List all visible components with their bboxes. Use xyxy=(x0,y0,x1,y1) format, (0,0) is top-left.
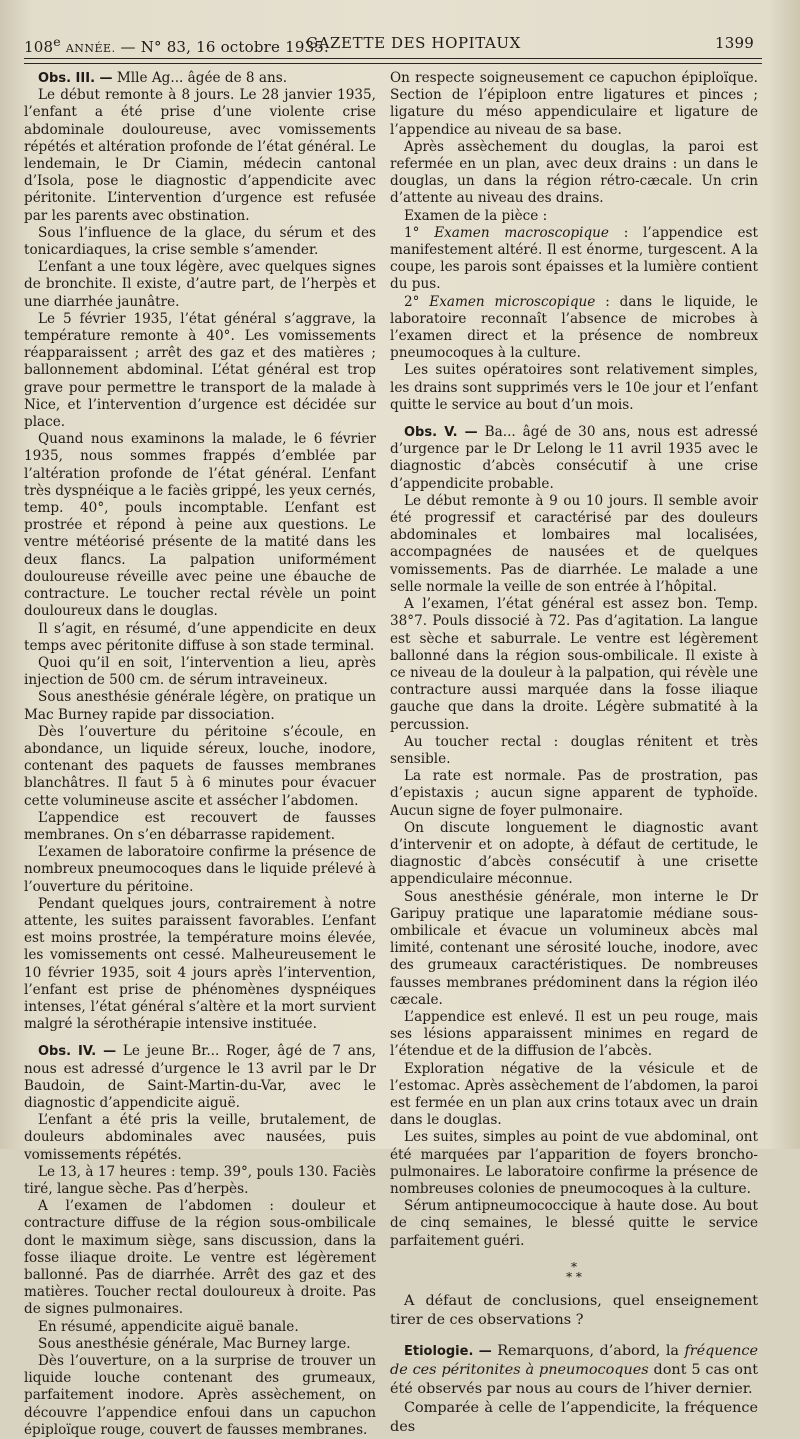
paragraph: Sous anesthésie générale, mon interne le Dr Garipuy pratique une laparatomie médiane sous-ombilicale et évacue un volumineux abcès mal limité, contenant une sérosité louche, inodore, avec des grumeaux caractéristiques. De nombreuses fausses membranes prédominent dans la région iléo cæcale. xyxy=(390,888,758,1008)
paragraph: Examen de la pièce : xyxy=(404,207,548,224)
paragraph: Pendant quelques jours, contrairement à notre attente, les suites paraissent favorables. L’enfant est moins prostrée, la température moins élevée, les vomissements ont cessé. Malheureusement le 10 février 1935, soit 4 jours après l’intervention, l’enfant est prise de phénomènes dyspnéiques intenses, l’état général s’altère et la mort survient malgré la sérothérapie intensive instituée. xyxy=(24,895,376,1033)
issue-date: — N° 83, 16 octobre 1935. xyxy=(120,38,330,56)
paragraph: L’examen de laboratoire confirme la présence de nombreux pneumocoques dans le liquide prélevé à l’ouverture du péritoine. xyxy=(24,844,376,895)
paragraph: L’enfant a une toux légère, avec quelques signes de bronchite. Il existe, d’autre part, de l’herpès et une diarrhée jaunâtre. xyxy=(24,259,376,310)
paragraph: A l’examen, l’état général est assez bon. Temp. 38°7. Pouls dissocié à 72. Pas d’agitation. La langue est sèche et saburrale. Le ventre est légèrement ballonné dans la région sous-ombilicale. Il existe à ce niveau de la douleur à la palpation, qui révèle une contracture aussi marquée dans la fosse iliaque gauche que dans la droite. Légère submatité à la percussion. xyxy=(390,596,758,733)
paragraph: Les suites, simples au point de vue abdominal, ont été marquées par l’apparition de foyers broncho-pulmonaires. Le laboratoire confirme la présence de nombreuses colonies de pneumocoques à la culture. xyxy=(390,1129,758,1197)
paragraph-text: Ba... âgé de 30 ans, nous est adressé d’urgence par le Dr Lelong le 11 avril 1935 avec le diagnostic d’abcès consécutif à une crise d’appendicite probable. xyxy=(390,424,758,492)
italic-term: Examen microscopique xyxy=(429,293,596,310)
observation-label: Obs. III. — xyxy=(38,71,113,86)
divider-star-bottom: * * xyxy=(566,1269,582,1284)
paragraph-text: : dans le liquide, le laboratoire reconnaît l’absence de microbes à l’examen direct et la présence de nombreux pneumocoques à la culture. xyxy=(390,293,758,362)
paragraph: L’appendice est recouvert de fausses membranes. On s’en débarrasse rapidement. xyxy=(24,809,376,843)
paragraph-text: Mlle Ag... âgée de 8 ans. xyxy=(112,70,288,86)
paragraph: Sous l’influence de la glace, du sérum et des tonicardiaques, la crise semble s’amender. xyxy=(24,224,376,259)
paragraph xyxy=(390,294,758,363)
paragraph: Après assèchement du douglas, la paroi est refermée en un plan, avec deux drains : un dans le douglas, un dans la région rétro-cæcale. Un crin d’attente au niveau des drains. xyxy=(390,138,758,207)
paragraph: Le 13, à 17 heures : temp. 39°, pouls 130. Faciès tiré, langue sèche. Pas d’herpès. xyxy=(24,1163,376,1197)
paragraph-text: dont 5 cas ont été observés par nous au cours de l’hiver dernier. xyxy=(390,1361,758,1397)
paragraph-text: : l’appendice est manifestement altéré. Il est énorme, turgescent. A la coupe, les parois sont épaisses et la lumière contient du pus. xyxy=(390,224,758,293)
paragraph xyxy=(24,70,376,87)
paragraph xyxy=(24,1043,376,1112)
paragraph: Comparée à celle de l’appendicite, la fréquence des xyxy=(390,1399,758,1435)
paragraph: Dès l’ouverture, on a la surprise de trouver un liquide louche contenant des grumeaux, parfaitement inodore. Après assèchement, on découvre l’appendice enfoui dans un capuchon épiploïque rouge, couvert de fausses membranes. xyxy=(24,1353,376,1438)
paragraph xyxy=(390,1342,758,1399)
journal-title: GAZETTE DES HOPITAUX xyxy=(306,34,521,52)
paragraph: Exploration négative de la vésicule et de l’estomac. Après assèchement de l’abdomen, la paroi est fermée en un plan aux crins totaux avec un drain dans le douglas. xyxy=(390,1060,758,1129)
left-column xyxy=(24,70,376,1439)
paragraph: Le début remonte à 8 jours. Le 28 janvier 1935, l’enfant a été prise d’une violente crise abdominale douloureuse, avec vomissements répétés et altération profonde de l’état général. Le lendemain, le Dr Ciamin, médecin cantonal d’Isola, pose le diagnostic d’appendicite avec péritonite. L’intervention d’urgence est refusée par les parents avec obstination. xyxy=(24,87,376,224)
right-column xyxy=(390,70,758,1437)
italic-term: Examen macroscopique xyxy=(434,224,609,241)
observation-label: Obs. V. — xyxy=(404,425,478,441)
paragraph: En résumé, appendicite aiguë banale. xyxy=(38,1318,299,1335)
paragraph xyxy=(390,225,758,294)
page-number: 1399 xyxy=(715,34,754,52)
paragraph: A l’examen de l’abdomen : douleur et contracture diffuse de la région sous-ombilicale dont le maximum siège, sans discussion, dans la fosse iliaque droite. Le ventre est légèrement ballonné. Pas de diarrhée. Arrêt des gaz et des matières. Toucher rectal douloureux à droite. Pas de signes pulmonaires. xyxy=(24,1198,376,1318)
header-rule-thin xyxy=(24,63,762,64)
header-rule-thick xyxy=(24,58,762,59)
paragraph: Au toucher rectal : douglas rénitent et très sensible. xyxy=(390,733,758,767)
paragraph: Il s’agit, en résumé, d’une appendicite en deux temps avec péritonite diffuse à son stade terminal. xyxy=(24,620,376,654)
section-divider xyxy=(390,1259,758,1284)
section-question: A défaut de conclusions, quel enseignement tirer de ces observations ? xyxy=(390,1292,758,1328)
paragraph: Sous anesthésie générale légère, on pratique un Mac Burney rapide par dissociation. xyxy=(24,689,376,723)
paragraph: On discute longuement le diagnostic avant d’intervenir et on adopte, à défaut de certitude, le diagnostic d’abcès consécutif à une crisette appendiculaire méconnue. xyxy=(390,819,758,888)
paragraph-text: Remarquons, d’abord, la xyxy=(491,1342,685,1359)
paragraph: Les suites opératoires sont relativement simples, les drains sont supprimés vers le 10e jour et l’enfant quitte le service au bout d’un mois. xyxy=(390,362,758,413)
paragraph: Sous anesthésie générale, Mac Burney large. xyxy=(38,1335,351,1352)
paragraph: Dès l’ouverture du péritoine s’écoule, en abondance, un liquide séreux, louche, inodore, contenant des paquets de fausses membranes blanchâtres. Il faut 5 à 6 minutes pour évacuer cette volumineuse ascite et assécher l’abdomen. xyxy=(24,723,376,809)
paragraph: Quoi qu’il en soit, l’intervention a lieu, après injection de 500 cm. de sérum intraveineux. xyxy=(24,654,376,689)
paragraph: On respecte soigneusement ce capuchon épiploïque. Section de l’épiploon entre ligatures et pinces ; ligature du méso appendiculaire et ligature de l’appendice au niveau de sa base. xyxy=(390,70,758,138)
paragraph: Le 5 février 1935, l’état général s’aggrave, la température remonte à 40°. Les vomissements réapparaissent ; arrêt des gaz et des matières ; ballonnement abdominal. L’état général est trop grave pour permettre le transport de la malade à Nice, et l’intervention d’urgence est décidée sur place. xyxy=(24,310,376,431)
paragraph: L’appendice est enlevé. Il est un peu rouge, mais ses lésions apparaissent minimes en regard de l’étendue et de la diffusion de l’abcès. xyxy=(390,1008,758,1060)
list-number: 2° xyxy=(404,293,430,310)
section-heading: Etiologie. — xyxy=(404,1343,492,1359)
paragraph: Le début remonte à 9 ou 10 jours. Il semble avoir été progressif et caractérisé par des douleurs abdominales et lombaires mal localisées, accompagnées de nausées et de quelques vomissements. Pas de diarrhée. Le malade a une selle normale la veille de son entrée à l’hôpital. xyxy=(390,492,758,595)
paragraph: L’enfant a été pris la veille, brutalement, de douleurs abdominales avec nausées, puis vomissements répétés. xyxy=(24,1112,376,1163)
paragraph: Quand nous examinons la malade, le 6 février 1935, nous sommes frappés d’emblée par l’altération profonde de l’état général. L’enfant très dyspnéique a le faciès grippé, les yeux cernés, temp. 40°, pouls incomptable. L’enfant est prostrée et répond à peine aux questions. Le ventre météorisé présente de la matité dans les deux flancs. La palpation uniformément douloureuse réveille avec peine une ébauche de contracture. Le toucher rectal révèle un point douloureux dans le douglas. xyxy=(24,431,376,620)
list-number: 1° xyxy=(404,224,435,241)
year-number: 108 xyxy=(24,38,54,56)
observation-label: Obs. IV. — xyxy=(38,1044,117,1060)
running-header xyxy=(24,34,754,56)
italic-term: fréquence de ces péritonites à pneumocoques xyxy=(390,1342,758,1378)
year-superscript: e xyxy=(53,34,61,49)
year-word: ANNÉE. xyxy=(65,42,116,55)
paragraph xyxy=(390,424,758,493)
paragraph-text: Le jeune Br... Roger, âgé de 7 ans, nous est adressé d’urgence le 13 avril par le Dr Baudoin, de Saint-Martin-du-Var, avec le diagnostic d’appendicite aiguë. xyxy=(24,1043,376,1111)
issue-line xyxy=(24,34,329,56)
paragraph: La rate est normale. Pas de prostration, pas d’epistaxis ; aucun signe apparent de typhoïde. Aucun signe de foyer pulmonaire. xyxy=(390,768,758,819)
divider-star-top: * xyxy=(571,1259,577,1274)
paragraph: Sérum antipneumococcique à haute dose. Au bout de cinq semaines, le blessé quitte le service parfaitement guéri. xyxy=(390,1198,758,1249)
